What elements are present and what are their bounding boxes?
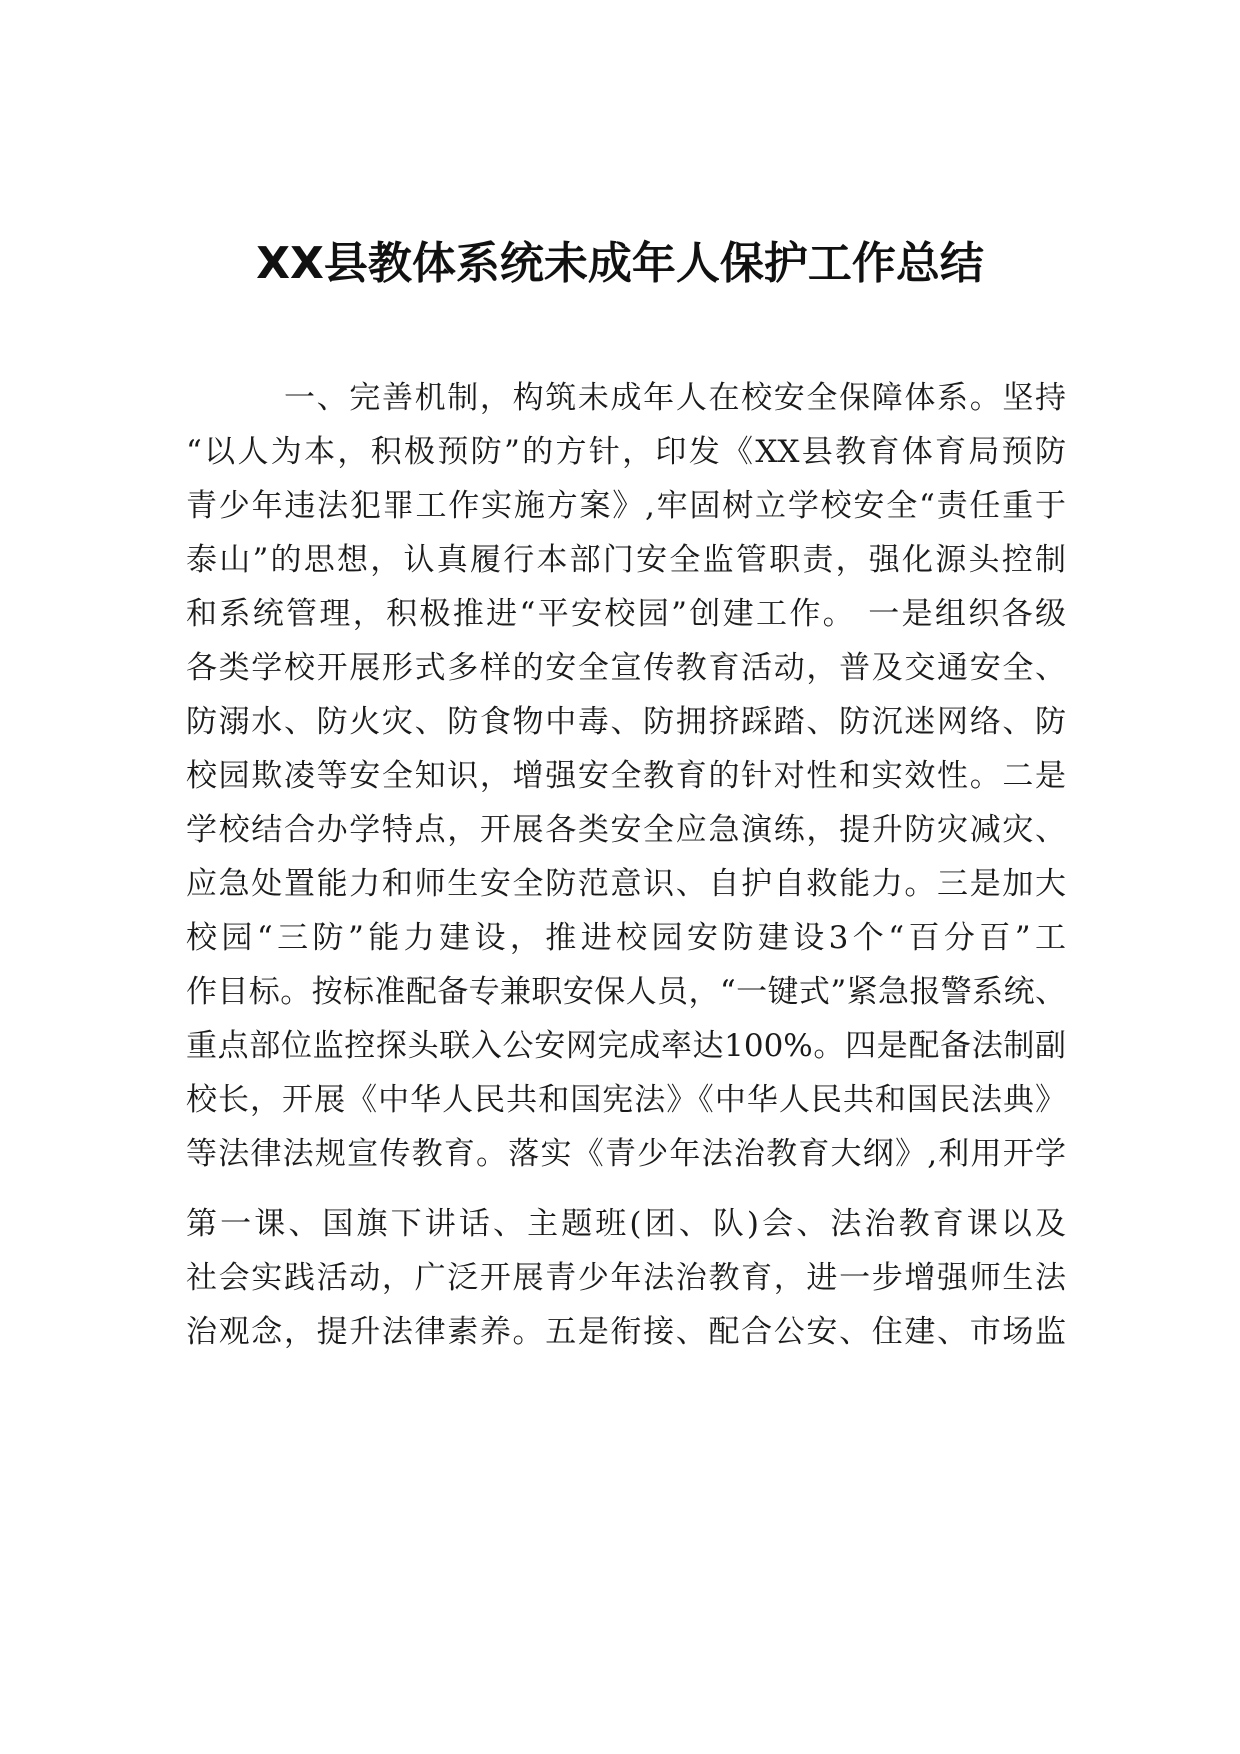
paragraph-line: 校长，开展《中华人民共和国宪法》《中华人民共和国民法典》	[186, 1082, 1066, 1118]
paragraph-line: 应急处置能力和师生安全防范意识、自护自救能力。三是加大	[186, 866, 1066, 902]
paragraph-line: 社会实践活动，广泛开展青少年法治教育，进一步增强师生法	[186, 1260, 1066, 1296]
document-title: XX县教体系统未成年人保护工作总结	[256, 238, 984, 289]
paragraph-line: 和系统管理，积极推进“平安校园”创建工作。 一是组织各级	[186, 596, 1066, 632]
paragraph-line: 校园“三防”能力建设，推进校园安防建设3个“百分百”工	[186, 920, 1066, 956]
paragraph-line: 重点部位监控探头联入公安网完成率达100%。四是配备法制副	[186, 1028, 1066, 1064]
paragraph-line: 第一课、国旗下讲话、主题班(团、队)会、法治教育课以及	[186, 1206, 1066, 1242]
paragraph-line: 作目标。按标准配备专兼职安保人员，“一键式”紧急报警系统、	[186, 974, 1066, 1010]
paragraph-line: 防溺水、防火灾、防食物中毒、防拥挤踩踏、防沉迷网络、防	[186, 704, 1066, 740]
paragraph-line: 各类学校开展形式多样的安全宣传教育活动，普及交通安全、	[186, 650, 1066, 686]
paragraph-line: 青少年违法犯罪工作实施方案》,牢固树立学校安全“责任重于	[186, 488, 1066, 524]
paragraph-line: 一、完善机制，构筑未成年人在校安全保障体系。坚持	[284, 380, 1066, 416]
paragraph-line: 治观念，提升法律素养。五是衔接、配合公安、住建、市场监	[186, 1314, 1066, 1350]
paragraph-line: 校园欺凌等安全知识，增强安全教育的针对性和实效性。二是	[186, 758, 1066, 794]
paragraph-line: 等法律法规宣传教育。落实《青少年法治教育大纲》,利用开学	[186, 1136, 1066, 1172]
paragraph-line: 泰山”的思想，认真履行本部门安全监管职责，强化源头控制	[186, 542, 1066, 578]
paragraph-line: 学校结合办学特点，开展各类安全应急演练，提升防灾减灾、	[186, 812, 1066, 848]
paragraph-line: “以人为本，积极预防”的方针，印发《XX县教育体育局预防	[186, 434, 1066, 470]
